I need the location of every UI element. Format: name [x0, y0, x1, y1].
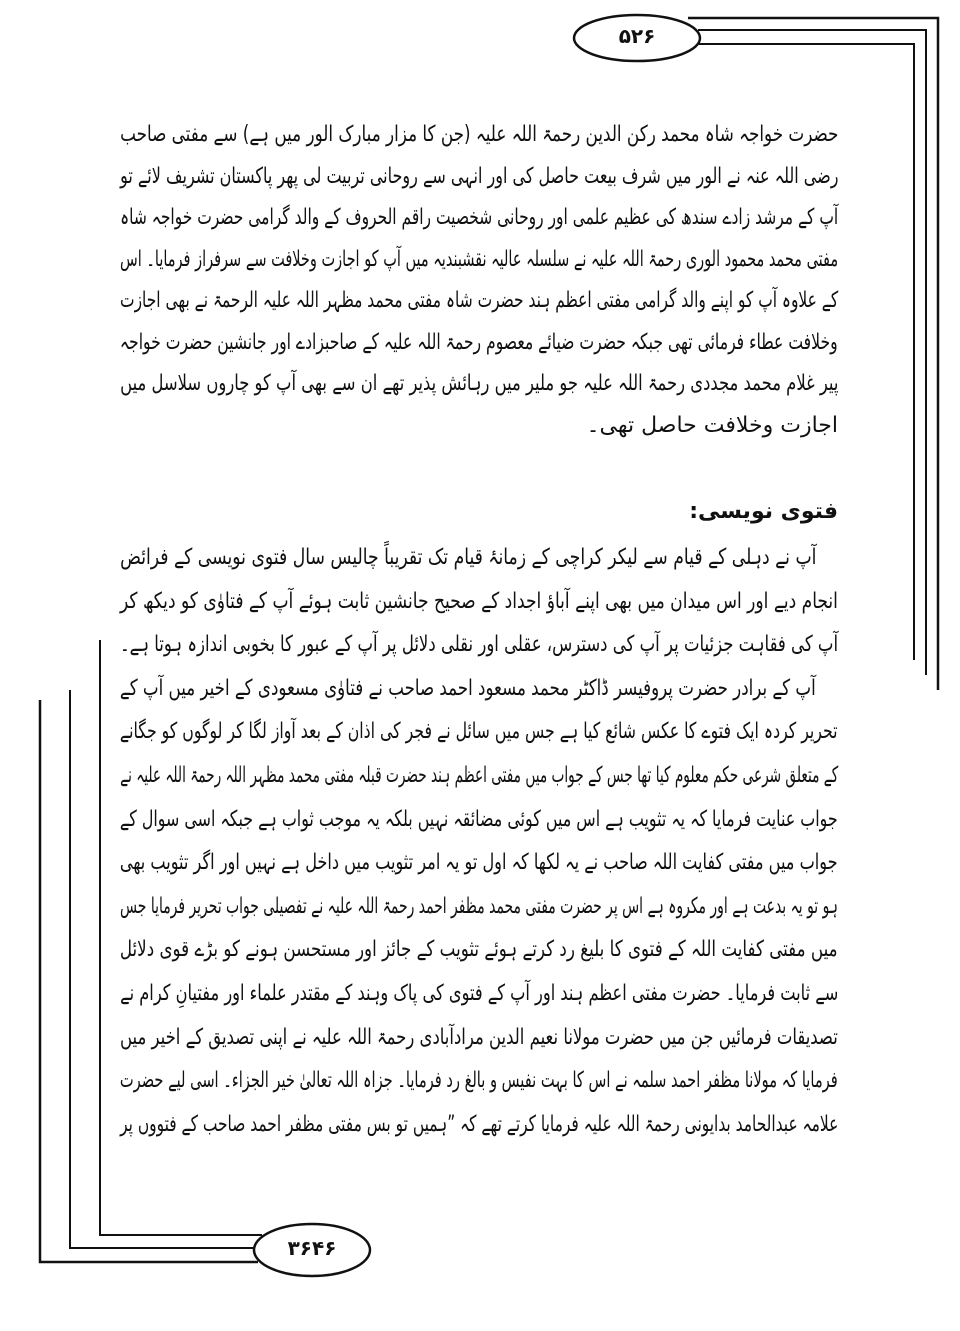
- text-line-content: کے علاوہ آپ کو اپنے والد گرامی مفتی اعظم ہند حضرت شاہ مفتی محمد مظہر اللہ علیہ الرحمۃ نے بھی اجازت: [119, 288, 838, 313]
- text-line: [0, 538, 816, 578]
- text-line: [0, 756, 838, 796]
- text-line: [0, 157, 838, 197]
- text-line: [0, 198, 838, 238]
- text-line: [0, 712, 838, 752]
- bottom-page-number: ۳۶۴۶: [287, 1236, 337, 1260]
- text-line-content: آپ کے برادر حضرت پروفیسر ڈاکٹر محمد مسعود احمد صاحب نے فتاوٰی مسعودی کے اخیر میں آپ کے: [120, 675, 816, 701]
- text-line: [0, 364, 838, 404]
- text-line: [0, 843, 838, 883]
- text-line: [587, 406, 838, 446]
- text-line: [0, 974, 838, 1014]
- section-heading: [689, 492, 838, 532]
- text-line: [0, 1018, 838, 1058]
- text-line: [0, 669, 816, 709]
- text-line-content: سے ثابت فرمایا۔ حضرت مفتی اعظم ہند اور آپ کے فتوی کی پاک وہند کے مقتدر علماء اور مفتیانِ کرام نے: [119, 981, 838, 1006]
- text-line-content: فرمایا کہ مولانا مظفر احمد سلمہ نے اس کا بہت نفیس و بالغ رد فرمایا۔ جزاہ اللہ تعالیٰ خیر الجزاء۔ اسی لیے حضرت: [120, 1068, 838, 1094]
- text-line: [0, 625, 838, 665]
- text-line-content: میں مفتی کفایت اللہ کے فتوی کا بلیغ رد کرتے ہوئے تثویب کے جائز اور مستحسن ہونے کو بڑے قوی دلائل: [120, 937, 838, 963]
- text-line-content: آپ کی فقاہت جزئیات پر آپ کی دسترس، عقلی اور نقلی دلائل پر آپ کے عبور کا بخوبی اندازہ ہوتا ہے۔: [119, 632, 838, 658]
- text-line: [0, 115, 838, 155]
- text-line: [0, 930, 838, 970]
- text-line-content: تصدیقات فرمائیں جن میں حضرت مولانا نعیم الدین مرادآبادی رحمۃ اللہ علیہ نے اپنی تصدیق کے اخیر میں: [120, 1024, 838, 1050]
- text-line: [0, 582, 838, 622]
- text-line-content: فتوی نویسی:: [689, 499, 838, 524]
- text-line: [0, 1105, 838, 1145]
- text-line: [0, 240, 838, 280]
- text-line-content: وخلافت عطاء فرمائی تھی جبکہ حضرت ضیائے معصوم رحمۃ اللہ علیہ کے صاحبزادے اور جانشین حضرت خواجہ: [120, 329, 838, 355]
- text-line: [0, 323, 838, 363]
- text-line-content: انجام دیے اور اس میدان میں بھی اپنے آباؤ اجداد کے صحیح جانشین ثابت ہوئے آپ کے فتاوٰی کو دیکھ کر: [120, 588, 838, 614]
- text-line-content: ہو تو یہ بدعت ہے اور مکروہ ہے اس پر حضرت مفتی محمد مظفر احمد رحمۃ اللہ علیہ نے تفصیلی جواب تحریر فرمایا جس: [120, 893, 838, 919]
- text-line-content: تحریر کردہ ایک فتوے کا عکس شائع کیا ہے جس میں سائل نے فجر کی اذان کے بعد آواز لگا کر لوگوں کو جگانے: [120, 719, 838, 745]
- text-line-content: رضی اللہ عنہ نے الور میں شرف بیعت حاصل کی اور انہی سے روحانی تربیت لی پھر پاکستان تشریف لائے تو: [119, 163, 838, 189]
- text-line-content: پیر غلام محمد مجددی رحمۃ اللہ علیہ جو ملیر میں رہائش پذیر تھے ان سے بھی آپ کو چاروں سلاسل میں: [119, 371, 838, 396]
- text-line: [0, 887, 838, 927]
- text-line-content: مفتی محمد محمود الوری رحمۃ اللہ علیہ نے سلسلہ عالیہ نقشبندیہ میں آپ کو اجازت وخلافت سے سرفراز فرمایا۔ اس: [119, 246, 838, 272]
- text-line-content: علامہ عبدالحامد بدایونی رحمۃ اللہ علیہ فرمایا کرتے تھے کہ ”ہمیں تو بس مفتی مظفر احمد صاحب کے فتووں پر: [119, 1111, 838, 1137]
- text-line-content: حضرت خواجہ شاہ محمد رکن الدین رحمۃ اللہ علیہ (جن کا مزار مبارک الور میں ہے) سے مفتی صاحب: [119, 122, 838, 147]
- text-line: [0, 800, 838, 840]
- text-line-content: آپ نے دہلی کے قیام سے لیکر کراچی کے زمانۂ قیام تک تقریباً چالیس سال فتوی نویسی کے فرائض: [119, 545, 816, 570]
- text-line-content: آپ کے مرشد زادے سندھ کی عظیم علمی اور روحانی شخصیت راقم الحروف کے والد گرامی حضرت خواجہ شاہ: [119, 205, 838, 230]
- top-page-number: ۵۲۶: [618, 24, 656, 48]
- text-line-content: کے متعلق شرعی حکم معلوم کیا تھا جس کے جواب میں مفتی اعظم ہند حضرت قبلہ مفتی محمد مظہر اللہ رحمۃ اللہ علیہ نے: [119, 763, 838, 788]
- text-line-content: جواب عنایت فرمایا کہ یہ تثویب ہے اس میں کوئی مضائقہ نہیں بلکہ یہ موجب ثواب ہے جبکہ اسی سوال کے: [120, 806, 838, 832]
- text-line: [0, 281, 838, 321]
- text-line-content: جواب میں مفتی کفایت اللہ صاحب نے یہ لکھا کہ اول تو یہ امر تثویب میں داخل ہے نہیں اور اگر تثویب بھی: [120, 850, 838, 876]
- text-line: [0, 1061, 838, 1101]
- text-line-content: اجازت وخلافت حاصل تھی۔: [586, 412, 838, 438]
